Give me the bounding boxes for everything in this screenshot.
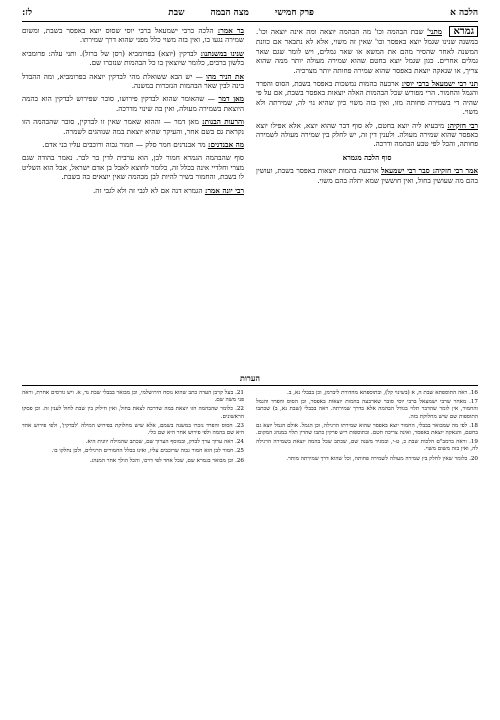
paragraph-lead: בר אמר: bbox=[217, 26, 244, 35]
paragraph bbox=[256, 121, 478, 149]
paragraph-text: הלכה כרבי ישמעאל ברבי יוסי שסוס יוצא באפסר בשבת, ומשום שמירה נגעו בו, ואין בזה משוי כלל מפני שהוא דרך שמירתו. bbox=[22, 26, 244, 45]
paragraph-lead: רבי חזקיה: bbox=[447, 120, 478, 130]
halacha-label: הלכה א bbox=[450, 7, 478, 18]
page-number: לז: bbox=[22, 7, 33, 18]
paragraph-text: סוף שהבהמה הגמרא חמור לבן, הוא ערבית לדין בר לבר. נאמר בהודה שגם מצרי וחלדיי אינה בכלל זה, כלומר לחוצא לאבל בן אדם ישראל, אבל הוא השליט לו בשבת, והחמור בשיר להיות לבן מבהמה שאין יוצאים בה בשבת. bbox=[22, 153, 244, 182]
footnote: 24. ראה ערוך ערך לבדק, ובמוסף הערוך שם, שכתב שהמילה יוונית היא. bbox=[85, 439, 244, 446]
paragraph bbox=[22, 26, 244, 45]
notes-left-column bbox=[22, 390, 244, 467]
footnote: 16. ראה התוספתא שבת ה, א (בשינוי קל), ובתוספתא מהדורת ליברמן, וכן בבבלי נא, ב. bbox=[287, 390, 478, 396]
paragraph-text: — שהאומר שהוא לבדקין פירושו, סובר שפירוש לבדקין הוא בהמה היוצאת בשמירה מעולה, ואין בה שינוי מדרכה. bbox=[22, 94, 244, 113]
paragraph-lead: שנינו במשנתנו: bbox=[200, 48, 244, 58]
paragraph bbox=[256, 26, 478, 75]
paragraph-lead: תני רבי ישמעאל ברבי יוסי: bbox=[401, 79, 478, 89]
footnote: 17. מאחר שרבי ישמעאל ברבי יוסי סובר שארבעה בהמות יוצאות באפסר, וכן הסוס והפרד והגמל והחמור, אין לומר שהדבר תלוי בגודל הבהמה אלא בדרך שמירתה. ראה בבבלי (שבת נא, ב) שכתבו התוספות שם שיש מחלוקת בזה. bbox=[256, 399, 478, 420]
paragraph-text: מאן דמר — וההוא שאמר שאין זו לבדקין, סובר שהבהמה הזו נקראת גם בשם אחר, והעיקר שהיא יוצאת במה שנוהגים לשמרה. bbox=[22, 117, 244, 136]
header-divider bbox=[22, 21, 478, 22]
notes-heading: הערות bbox=[240, 373, 260, 383]
paragraph bbox=[256, 79, 478, 117]
paragraph-text: — יש הבא ששואלת מהי לבדקין יוצאה בפרומביא, ומה ההבדל בינה לבין שאר הבהמות הנזכרות במשנה. bbox=[22, 71, 244, 91]
paragraph-text: ארבעה בהמות נמשכות באפסר בשבת, הסוס והפרד והגמל והחמור. הרי מפורש שכל הבהמות האלה יוצאות באפסר בשבת, אם על פי שהיה די בשמירה פחותה מזו, ואין בזה משוי כיון שהיא נוי לה, שמירתה ולא משוי. bbox=[256, 79, 478, 117]
paragraph bbox=[22, 140, 244, 149]
footnote: 26. וכן מבואר בגמרא שם, שכל אחד לפי דרכו, והכל הולך אחר המנהג. bbox=[89, 457, 244, 464]
footnote: 19. וראה ברמב"ם הלכות שבת כ, ט-י, ובמגיד משנה שם, שכתב שכל בהמה יוצאת בשמירה הרגילה לה, ואין בזה משום משוי. bbox=[256, 439, 478, 453]
paragraph-text: שבת הבהמה וכו' מה הבהמה יוצאה ומה אינה יוצאה וכו'. במשנה שנינו שגמל יוצא באפסר וכו' שאין זה משוי, אלא לא נתבאר אם כוונת המשנה לאחר שהסיר מהם את המשא או שאר גמלים, ויש לומר שגם שאר גמלים אחרים. כגון שגמל יוצא בחטם שהוא שמירה מעולה יותר ממה שהוא צריך, או שנאקה יוצאת באפסר שהוא שמירה פחותה יותר מצרכיה. bbox=[256, 27, 478, 75]
paragraph-text: הגמרא דנה אם לא לגבי זה ולא לגבי זה. bbox=[93, 185, 203, 195]
paragraph bbox=[22, 117, 244, 136]
footnote: 23. הסוס והפרד נזכרו במשנה בשמם, אלא שיש מחלוקת בפירוש המילה 'לבדקין', ולפי פירוש אחד היא שם בהמה ולפי פירוש אחר היא שם כלי. bbox=[22, 422, 244, 437]
main-text-left-column bbox=[22, 26, 244, 199]
footnote: 20. כלומר שאין לחלק בין שמירה מעולה לשמירה פחותה, וכל שהוא דרך שמירתה מותר. bbox=[286, 455, 478, 462]
section-heading: סוף הלכה מגמרא bbox=[342, 152, 392, 162]
paragraph-lead: רבי יונה אמר: bbox=[204, 185, 244, 195]
main-text-right-column bbox=[256, 26, 478, 189]
paragraph bbox=[22, 94, 244, 113]
gemara-label: גמרא bbox=[449, 26, 478, 37]
paragraph-lead: את הניר מהו bbox=[205, 71, 244, 81]
paragraph-text: לבדקין (יוצא) בפרומביא (רסן של ברזל). ותני עלה: פרומביא בלשון ברבים, כלומר שיוצאין בו כל הבהמות שנזכרו שם. bbox=[22, 48, 244, 68]
chapter-label: פרק חמישי bbox=[274, 7, 314, 18]
paragraph-text: מר אבנדנים חמר סלק — חמור גבוה ורוכבים עליו בני אדם. bbox=[42, 140, 206, 150]
header-center bbox=[168, 7, 314, 18]
paragraph bbox=[22, 72, 244, 91]
notes-divider bbox=[22, 385, 478, 386]
paragraph-lead: אמר רבי חזקיה: סבר רבי ישמעאל bbox=[381, 166, 478, 176]
masechet-label: מצה הבמה bbox=[210, 7, 249, 18]
notes-right-column bbox=[256, 390, 478, 465]
footnote: 25. חמור לבן הוא חמור גבוה שרוכבים עליו, ואינו בכלל החמורים הרגילים, ולכן נחלקו בו. bbox=[51, 448, 244, 455]
paragraph-text: מיבעיא ליה יוצא בחטם, לא סוף דבר שהוא יוצא, אלא אפילו יוצא באפסר שהוא שמירה מעולה. ולענין דין זה, יש לחלק בין שמירה מעולה לשמירה פחותה, והכל לפי טבע הבהמה ודרכה. bbox=[256, 120, 478, 149]
paragraph bbox=[22, 186, 244, 195]
paragraph bbox=[256, 166, 478, 185]
paragraph-lead: והרעות הבנות: bbox=[202, 117, 244, 127]
footnote: 22. כלומר שהבהמה הזו יוצאת במה שדרכה לצאת בחול, ואין חילוק בין שבת לחול לענין זה. וכן פסקו הראשונים. bbox=[22, 406, 244, 420]
running-header bbox=[22, 4, 478, 20]
paragraph bbox=[22, 153, 244, 181]
paragraph-text: ארבעה בהמות יוצאות באפסר בשבת, ועושין בהם מה שעושין בחול, ואין חוששין שמא יתלה בהם משוי. bbox=[256, 166, 478, 185]
footnote: 18. לפי מה שמבואר בבבלי, החמור יוצא באפסר שהוא שמירתו הרגילה, וכן הגמל. אולם הגמל יוצא גם בחטם, והנאקה יוצאת באפסר, ואינה צריכה חטם. ובתוספות ריש פרקין כתבו שהדין תלוי במנהג המקום. bbox=[256, 422, 478, 437]
footnote: 21. בעל קרבן העדה כתב שהוא נוסח הירושלמי, וכן מבואר בבבלי שבת נד, א. ויש גורסים אחרת, וראה פני משה שם. bbox=[22, 390, 244, 404]
tractate-label: שבת bbox=[168, 7, 185, 18]
paragraph bbox=[22, 49, 244, 68]
paragraph-lead: מתני' bbox=[426, 27, 443, 36]
paragraph-lead: מה אבנדנים: bbox=[207, 140, 244, 150]
paragraph-lead: מאן דמר bbox=[218, 94, 244, 104]
